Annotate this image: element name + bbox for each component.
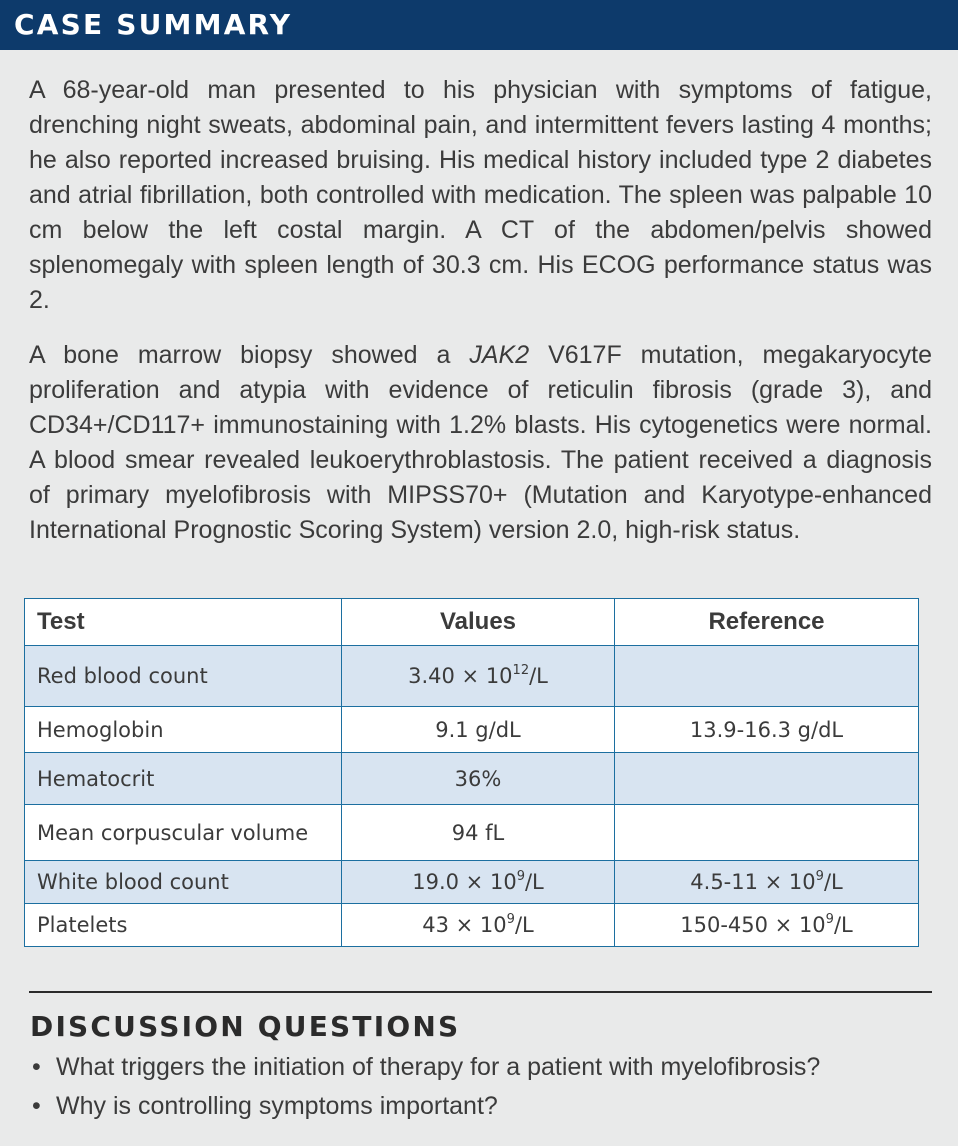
paragraph-2-text	[29, 338, 932, 548]
table-header-row	[25, 599, 919, 646]
test-value: $3.40 \times 10^{12}/L$	[342, 646, 615, 707]
table-row	[25, 861, 919, 904]
question-text: Why is controlling symptoms important?	[56, 1092, 498, 1120]
test-name: Red blood count	[25, 646, 342, 707]
case-paragraph-1	[29, 73, 932, 318]
lab-values-table	[24, 598, 919, 947]
bullet-icon: •	[32, 1053, 41, 1081]
test-value: 36%	[342, 753, 615, 805]
header-title: CASE SUMMARY	[14, 8, 293, 41]
bullet-icon: •	[32, 1092, 41, 1120]
header-test: Test	[25, 599, 342, 646]
test-reference: 13.9-16.3 g/dL	[615, 707, 919, 753]
table-row	[25, 707, 919, 753]
test-value: 9.1 g/dL	[342, 707, 615, 753]
test-name: Hemoglobin	[25, 707, 342, 753]
table-row	[25, 646, 919, 707]
table-row	[25, 904, 919, 947]
test-reference	[615, 805, 919, 861]
header-reference: Reference	[615, 599, 919, 646]
header-bar	[0, 0, 958, 50]
test-value: $43 \times 10^9/L$	[342, 904, 615, 947]
test-name: Hematocrit	[25, 753, 342, 805]
gene-name: JAK2	[469, 341, 530, 369]
test-name: White blood count	[25, 861, 342, 904]
table-row	[25, 805, 919, 861]
paragraph-1-text: A 68-year-old man presented to his physician with symptoms of fatigue, drenching night sweats, abdominal pain, and intermittent fevers lasting 4 months; he also reported increased bruising. His medical history included type 2 diabetes and atrial fibrillation, both controlled with medication. The spleen was palpable 10 cm below the left costal margin. A CT of the abdomen/pelvis showed splenomegaly with spleen length of 30.3 cm. His ECOG performance status was 2.	[29, 76, 932, 314]
test-reference: $150-450 \times 10^9/L$	[615, 904, 919, 947]
list-item	[30, 1087, 930, 1126]
test-name: Mean corpuscular volume	[25, 805, 342, 861]
paragraph-2-prefix: A bone marrow biopsy showed a	[29, 341, 470, 369]
list-item	[30, 1048, 930, 1087]
question-text: What triggers the initiation of therapy for a patient with myelofibrosis?	[56, 1053, 821, 1081]
test-reference: $4.5-11 \times 10^9/L$	[615, 861, 919, 904]
header-values: Values	[342, 599, 615, 646]
test-value: $19.0 \times 10^9/L$	[342, 861, 615, 904]
test-value: 94 fL	[342, 805, 615, 861]
table-row	[25, 753, 919, 805]
discussion-title: DISCUSSION QUESTIONS	[30, 1010, 461, 1043]
paragraph-2-rest: V617F mutation, megakaryocyte proliferation and atypia with evidence of reticulin fibrosis (grade 3), and CD34+/CD117+ immunostaining with 1.2% blasts. His cytogenetics were normal. A blood smear revealed leukoerythroblastosis. The patient received a diagnosis of primary myelofibrosis with MIPSS70+ (Mutation and Karyotype-enhanced International Prognostic Scoring System) version 2.0, high-risk status.	[29, 341, 932, 544]
test-reference	[615, 753, 919, 805]
section-divider	[29, 991, 932, 993]
case-paragraph-2	[29, 338, 932, 548]
discussion-questions-list	[30, 1048, 930, 1126]
test-name: Platelets	[25, 904, 342, 947]
test-reference	[615, 646, 919, 707]
